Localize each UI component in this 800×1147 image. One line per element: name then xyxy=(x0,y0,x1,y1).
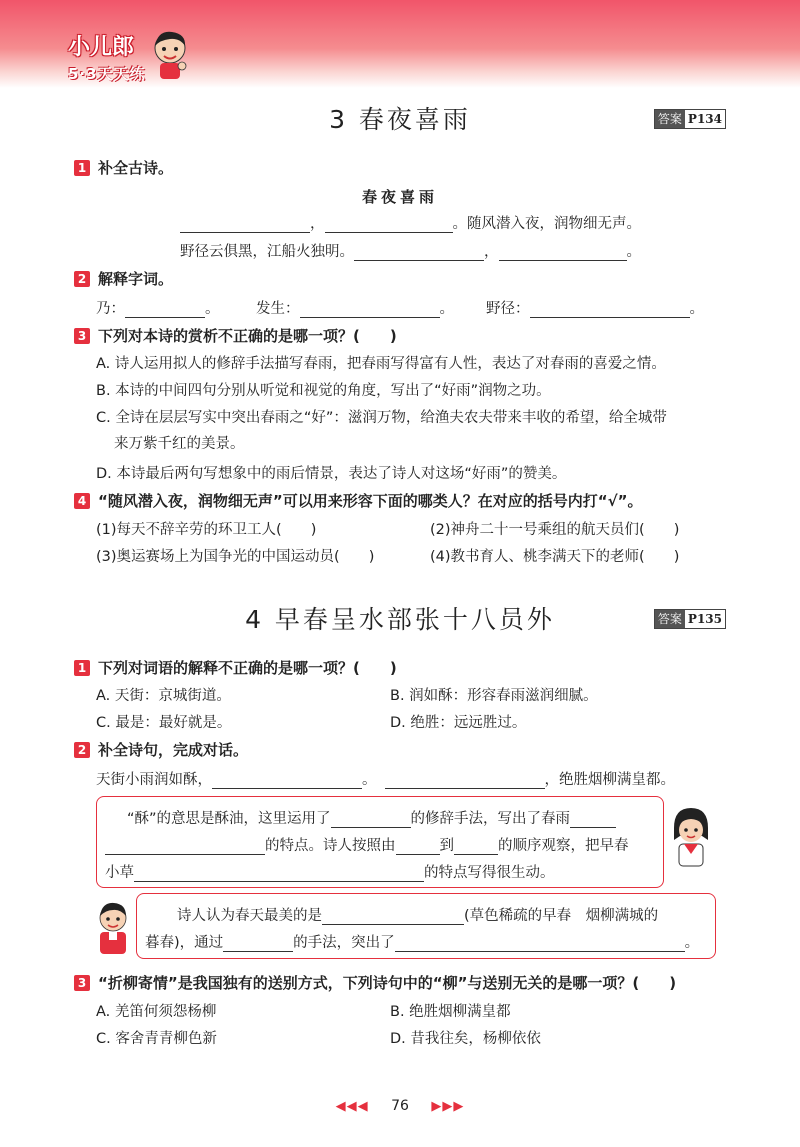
poem-text: ，绝胜烟柳满皇都。 xyxy=(544,772,675,788)
choice-2[interactable]: (2)神舟二十一号乘组的航天员们( ) xyxy=(430,522,680,538)
page-number: 76 xyxy=(391,1098,409,1114)
punct: ， xyxy=(484,244,499,260)
option-d[interactable]: D. 昔我往矣，杨柳依依 xyxy=(390,1031,541,1047)
poem-line-2 xyxy=(180,240,641,261)
choice-3[interactable]: (3)奥运赛场上为国争光的中国运动员( ) xyxy=(96,549,375,565)
answer-blank[interactable] xyxy=(570,811,616,828)
option-d[interactable]: D. 绝胜：远远胜过。 xyxy=(390,715,527,731)
page-footer xyxy=(0,1098,800,1114)
answer-tag-4 xyxy=(654,609,726,629)
s4-q2-heading xyxy=(74,739,248,760)
question-text: 解释字词。 xyxy=(98,270,174,288)
box-text: 的特点。诗人按照由 xyxy=(265,838,396,854)
question-number-badge: 1 xyxy=(74,660,90,676)
answer-blank[interactable] xyxy=(223,935,293,952)
dialogue-box-girl xyxy=(96,796,664,888)
box-line-3 xyxy=(105,861,555,882)
answer-blank[interactable] xyxy=(300,301,440,318)
question-number-badge: 2 xyxy=(74,742,90,758)
word-item-1 xyxy=(96,297,220,318)
answer-blank[interactable] xyxy=(354,244,484,261)
answer-blank[interactable] xyxy=(530,301,690,318)
poem-text: 天街小雨润如酥， xyxy=(96,772,212,788)
answer-blank[interactable] xyxy=(134,865,424,882)
punct: 。 xyxy=(626,244,641,260)
option-d[interactable]: D. 本诗最后两句写想象中的雨后情景，表达了诗人对这场“好雨”的赞美。 xyxy=(96,466,567,482)
mascot-boy-icon xyxy=(150,28,190,80)
punct: ， xyxy=(310,216,325,232)
box-text: 的手法，突出了 xyxy=(293,935,395,951)
word-label: 野径： xyxy=(486,301,530,317)
question-number-badge: 4 xyxy=(74,493,90,509)
answer-blank[interactable] xyxy=(325,216,453,233)
prev-arrows-icon: ◀◀◀ xyxy=(335,1099,369,1114)
s4-q3-heading xyxy=(74,972,676,993)
word-item-3 xyxy=(486,297,704,318)
dialogue-box-boy xyxy=(136,893,716,959)
s4-q1-heading xyxy=(74,657,397,678)
box-line-1 xyxy=(177,904,658,925)
answer-label: 答案 xyxy=(655,610,685,628)
question-text: “折柳寄情”是我国独有的送别方式，下列诗句中的“柳”与送别无关的是哪一项？( ) xyxy=(98,974,677,992)
option-c[interactable]: C. 客舍青青柳色新 xyxy=(96,1031,217,1047)
punct: 。 xyxy=(362,772,377,788)
answer-blank[interactable] xyxy=(180,216,310,233)
box-text: (草色稀疏的早春 烟柳满城的 xyxy=(464,908,659,924)
question-text: “随风潜入夜，润物细无声”可以用来形容下面的哪类人？在对应的括号内打“√”。 xyxy=(98,492,643,510)
box-text: 小草 xyxy=(105,865,134,881)
option-c-cont: 来万紫千红的美景。 xyxy=(114,436,245,452)
logo-main: 小儿郎 xyxy=(68,35,135,60)
box-line-2 xyxy=(145,931,699,952)
box-text: 的顺序观察，把早春 xyxy=(498,838,629,854)
box-line-2 xyxy=(105,834,629,855)
punct: 。 xyxy=(439,301,454,317)
s3-q1-heading xyxy=(74,157,173,178)
choice-1[interactable]: (1)每天不辞辛劳的环卫工人( ) xyxy=(96,522,317,538)
box-text: 。 xyxy=(684,935,700,951)
section-4-title: 4 早春呈水部张十八员外 xyxy=(245,605,555,634)
answer-label: 答案 xyxy=(655,110,685,128)
word-item-2 xyxy=(256,297,454,318)
poem-fill-line xyxy=(96,768,675,789)
box-text: 诗人认为春天最美的是 xyxy=(177,908,322,924)
box-line-1 xyxy=(127,807,616,828)
box-text: 到 xyxy=(439,838,454,854)
choice-4[interactable]: (4)教书育人、桃李满天下的老师( ) xyxy=(430,549,680,565)
answer-blank[interactable] xyxy=(322,908,464,925)
question-text: 补全诗句，完成对话。 xyxy=(98,741,249,759)
girl-student-icon xyxy=(668,806,714,872)
answer-blank[interactable] xyxy=(385,772,545,789)
next-arrows-icon: ▶▶▶ xyxy=(431,1099,465,1114)
question-text: 补全古诗。 xyxy=(98,159,174,177)
boy-student-icon xyxy=(92,898,134,958)
poem-title: 春夜喜雨 xyxy=(361,188,438,206)
section-3-title: 3 春夜喜雨 xyxy=(329,105,471,134)
punct: 。 xyxy=(689,301,704,317)
poem-line-1 xyxy=(180,212,641,233)
box-text: 的修辞手法，写出了春雨 xyxy=(410,811,571,827)
box-text: 的特点写得很生动。 xyxy=(424,865,555,881)
s3-q2-heading xyxy=(74,268,173,289)
answer-blank[interactable] xyxy=(396,838,440,855)
poem-text: 。随风潜入夜，润物细无声。 xyxy=(452,216,641,232)
s3-q4-heading xyxy=(74,490,642,511)
question-text: 下列对词语的解释不正确的是哪一项？( ) xyxy=(98,659,397,677)
punct: 。 xyxy=(205,301,220,317)
s3-q3-heading xyxy=(74,325,397,346)
question-number-badge: 2 xyxy=(74,271,90,287)
box-text: “酥”的意思是酥油，这里运用了 xyxy=(127,811,331,827)
answer-blank[interactable] xyxy=(125,301,205,318)
answer-blank[interactable] xyxy=(105,838,265,855)
question-number-badge: 3 xyxy=(74,328,90,344)
question-text: 下列对本诗的赏析不正确的是哪一项？( ) xyxy=(98,327,397,345)
brand-logo xyxy=(68,30,146,84)
word-label: 发生： xyxy=(256,301,300,317)
answer-blank[interactable] xyxy=(212,772,362,789)
answer-page: P135 xyxy=(687,612,722,626)
answer-blank[interactable] xyxy=(331,811,411,828)
answer-tag-3 xyxy=(654,109,726,129)
answer-blank[interactable] xyxy=(454,838,498,855)
question-number-badge: 1 xyxy=(74,160,90,176)
answer-blank[interactable] xyxy=(499,244,627,261)
poem-text: 野径云俱黑，江船火独明。 xyxy=(180,244,354,260)
option-a[interactable]: A. 天街：京城街道。 xyxy=(96,688,231,704)
word-label: 乃： xyxy=(96,301,125,317)
box-text: 暮春)，通过 xyxy=(145,935,224,951)
answer-page: P134 xyxy=(687,112,722,126)
option-b[interactable]: B. 润如酥：形容春雨滋润细腻。 xyxy=(390,688,598,704)
option-a[interactable]: A. 羌笛何须怨杨柳 xyxy=(96,1004,217,1020)
option-c[interactable]: C. 最是：最好就是。 xyxy=(96,715,232,731)
option-b[interactable]: B. 绝胜烟柳满皇都 xyxy=(390,1004,511,1020)
option-a[interactable]: A. 诗人运用拟人的修辞手法描写春雨，把春雨写得富有人性，表达了对春雨的喜爱之情。 xyxy=(96,356,666,372)
option-b[interactable]: B. 本诗的中间四句分别从听觉和视觉的角度，写出了“好雨”润物之功。 xyxy=(96,383,551,399)
question-number-badge: 3 xyxy=(74,975,90,991)
logo-sub: 5·3天天练 xyxy=(68,65,146,83)
option-c[interactable]: C. 全诗在层层写实中突出春雨之“好”：滋润万物，给渔夫农夫带来丰收的希望，给全城带 xyxy=(96,410,667,426)
answer-blank[interactable] xyxy=(395,935,685,952)
